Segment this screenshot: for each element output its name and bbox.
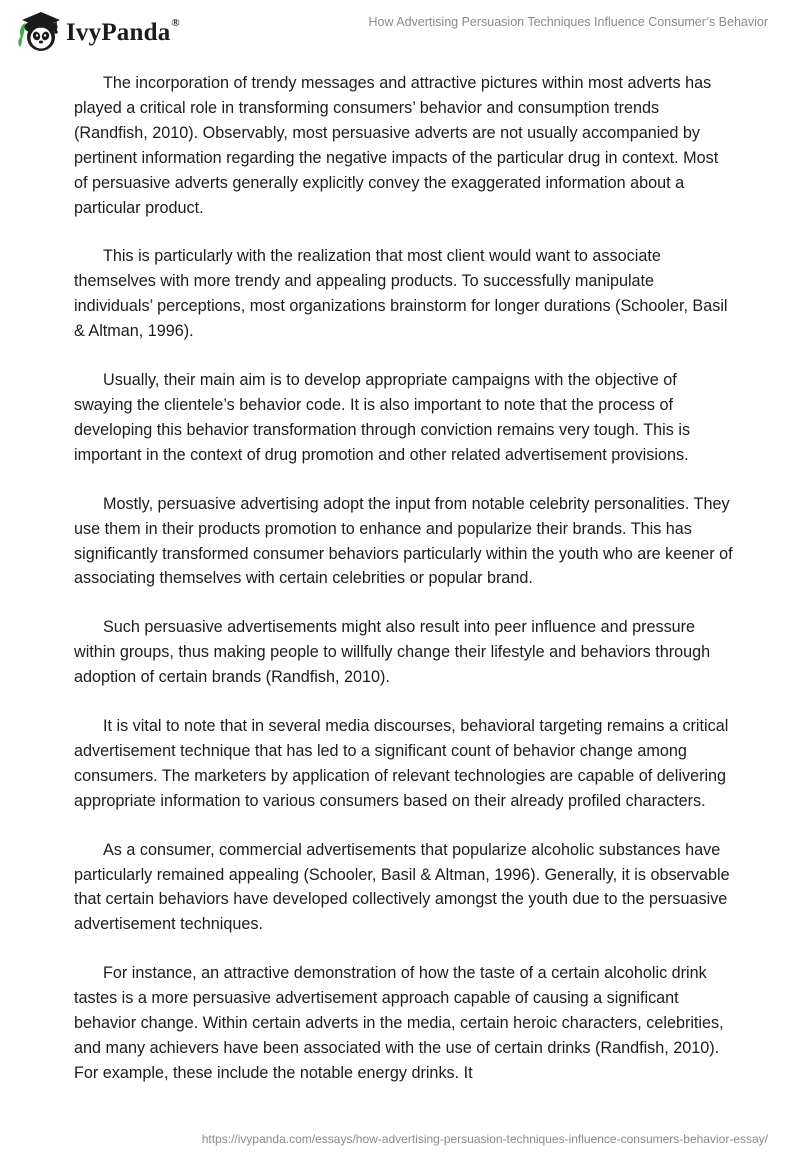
paragraph: The incorporation of trendy messages and attractive pictures within most adverts has played a critical role in transforming consumers’ behavior and consumption trends (Randfish, 2010). Observably, most persuasive adverts are not usually accompanied by pertinent information regarding the negative impacts of the particular drug in context. Most of persuasive adverts generally explicitly convey the exaggerated information about a particular product. [74, 74, 719, 217]
paragraph: As a consumer, commercial advertisements that popularize alcoholic substances have particularly remained appealing (Schooler, Basil & Altman, 1996). Generally, it is observable that certain behaviors have developed collectively amongst the youth due to the persuasive advertisement techniques. [74, 840, 730, 934]
essay-body [74, 71, 734, 1110]
logo-text: IvyPanda [66, 18, 171, 46]
paragraph: Mostly, persuasive advertising adopt the input from notable celebrity personalities. They use them in their products promotion to enhance and popularize their brands. This has significantly transformed consumer behaviors particularly within the youth who are keener of associating themselves with certain celebrities or popular brand. [74, 494, 733, 588]
logo-wordmark [66, 16, 180, 46]
paragraph: For instance, an attractive demonstration of how the taste of a certain alcoholic drink tastes is a more persuasive advertisement approach capable of causing a significant behavior change. Within certain adverts in the media, certain heroic characters, celebrities, and many achievers have been associated with the use of certain drinks (Randfish, 2010). For example, these include the notable energy drinks. It [74, 964, 724, 1082]
registered-mark: ® [171, 16, 180, 29]
page-header [0, 0, 800, 64]
document-title: How Advertising Persuasion Techniques Influence Consumer’s Behavior [368, 15, 768, 29]
ivypanda-logo[interactable] [16, 8, 180, 56]
paragraph: Such persuasive advertisements might also result into peer influence and pressure within groups, thus making people to willfully change their lifestyle and behaviors through adoption of certain brands (Randfish, 2010). [74, 618, 711, 687]
paragraph: Usually, their main aim is to develop appropriate campaigns with the objective of swaying the clientele’s behavior code. It is also important to note that the process of developing this behavior transformation through conviction remains very tough. This is important in the context of drug promotion and other related advertisement provisions. [74, 371, 691, 464]
paragraph: This is particularly with the realization that most client would want to associate themselves with more trendy and appealing products. To successfully manipulate individuals’ perceptions, most organizations brainstorm for longer durations (Schooler, Basil & Altman, 1996). [74, 247, 728, 341]
source-url[interactable]: https://ivypanda.com/essays/how-advertising-persuasion-techniques-influence-consumers-behavior-essay/ [201, 1132, 768, 1146]
paragraph: It is vital to note that in several media discourses, behavioral targeting remains a critical advertisement technique that has led to a significant count of behavior change among consumers. The marketers by application of relevant technologies are capable of delivering appropriate information to various consumers based on their already profiled characters. [74, 717, 729, 810]
panda-graduation-icon [16, 9, 62, 55]
